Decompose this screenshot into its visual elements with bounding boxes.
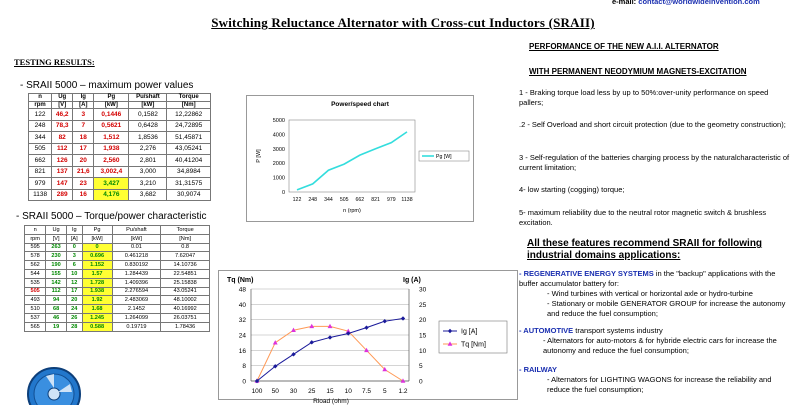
table2-caption: - SRAII 5000 – Torque/power characteristic <box>16 211 207 222</box>
legend-label-tq: Tq [Nm] <box>461 341 486 349</box>
table-cell: 12 <box>66 278 82 287</box>
x-tick-label: 1138 <box>401 197 413 203</box>
table-cell: 662 <box>29 155 52 167</box>
table-cell: 1,938 <box>94 143 129 155</box>
table-cell: 17 <box>73 143 94 155</box>
x-tick-label: 979 <box>386 197 396 203</box>
table-cell: 1.92 <box>82 296 112 305</box>
table-header-cell: Pg <box>82 226 112 235</box>
torque-power-table <box>24 225 210 332</box>
right-tick-label: 30 <box>419 286 427 294</box>
table-cell: 26.03751 <box>161 313 210 322</box>
left-tick-label: 16 <box>238 347 246 355</box>
table-row <box>25 252 210 261</box>
application-line: - Alternators for LIGHTING WAGONS for increase the reliability and reduce the fuel consumption; <box>547 375 772 394</box>
table-row <box>29 155 211 167</box>
table-cell: 1138 <box>29 189 52 201</box>
table-cell: 40,41204 <box>167 155 211 167</box>
table-cell: 510 <box>25 305 46 314</box>
power-speed-svg <box>247 96 473 221</box>
application-text: transport systems industry <box>573 326 663 335</box>
performance-item-4: 4- low starting (cogging) torque; <box>519 185 625 194</box>
table-cell: 78,3 <box>52 120 73 132</box>
table-cell: 155 <box>46 269 67 278</box>
table-cell: 1.938 <box>82 287 112 296</box>
application-line: - Stationary or mobile GENERATOR GROUP for increase the autonomy and reduce the fuel consumption; <box>547 299 786 318</box>
table-header-cell: Pu/shaft <box>112 226 161 235</box>
torque-current-svg <box>219 271 517 405</box>
table-cell: 3 <box>73 109 94 121</box>
table-row <box>25 278 210 287</box>
table-unit-cell: [V] <box>52 101 73 109</box>
table-cell: 0.01 <box>112 243 161 252</box>
table-cell: 14.10736 <box>161 261 210 270</box>
application-line: - Wind turbines with vertical or horizontal axle or hydro-turbine <box>547 289 753 298</box>
table-cell: 505 <box>29 143 52 155</box>
table-cell: 40.16992 <box>161 305 210 314</box>
table-cell: 43,05241 <box>167 143 211 155</box>
table-cell: 595 <box>25 243 46 252</box>
x-tick-label: 505 <box>339 197 349 203</box>
left-tick-label: 8 <box>242 363 246 371</box>
table-cell: 94 <box>46 296 67 305</box>
table-cell: 6 <box>66 261 82 270</box>
table-unit-cell: rpm <box>29 101 52 109</box>
table-cell: 0.696 <box>82 252 112 261</box>
left-tick-label: 0 <box>242 378 246 386</box>
y-tick-label: 2000 <box>272 161 285 168</box>
table-cell: 3 <box>66 252 82 261</box>
table-cell: 0,1446 <box>94 109 129 121</box>
table-cell: 43.05241 <box>161 287 210 296</box>
left-tick-label: 32 <box>238 317 246 325</box>
table-cell: 289 <box>52 189 73 201</box>
table-cell: 30,9074 <box>167 189 211 201</box>
max-power-table <box>28 93 211 201</box>
table-header-cell: Pg <box>94 94 129 102</box>
table-cell: 979 <box>29 178 52 190</box>
plot-area <box>289 120 415 192</box>
table-cell: 2.276594 <box>112 287 161 296</box>
table-cell: 0.19719 <box>112 322 161 331</box>
table-cell: 544 <box>25 269 46 278</box>
table-cell: 1.78436 <box>161 322 210 331</box>
table-cell: 0.588 <box>82 322 112 331</box>
x-tick-label: 344 <box>324 197 333 203</box>
table-cell: 248 <box>29 120 52 132</box>
table-unit-cell: [Nm] <box>167 101 211 109</box>
table-cell: 535 <box>25 278 46 287</box>
table-unit-cell: [V] <box>46 234 67 243</box>
ig-point <box>401 316 405 320</box>
table-row <box>25 296 210 305</box>
power-speed-chart <box>246 95 474 222</box>
testing-heading: TESTING RESULTS: <box>14 57 95 67</box>
x-tick-label: 821 <box>371 197 380 203</box>
right-axis-label: Ig (A) <box>403 277 421 284</box>
x-tick-label: 15 <box>326 388 334 395</box>
recommend-heading: All these features recommend SRAII for following industrial domains applications: <box>527 238 763 261</box>
table-cell: 1,8536 <box>129 132 167 144</box>
table-cell: 1,512 <box>94 132 129 144</box>
table-cell: 7 <box>73 120 94 132</box>
table-cell: 263 <box>46 243 67 252</box>
y-tick-label: 3000 <box>272 146 285 153</box>
performance-item-2: .2 - Self Overload and short circuit protection (due to the geometry construction); <box>519 120 786 129</box>
y-tick-label: 4000 <box>272 132 285 139</box>
right-tick-label: 5 <box>419 363 423 371</box>
table-row <box>29 109 211 121</box>
right-tick-label: 15 <box>419 332 427 340</box>
table-cell: 578 <box>25 252 46 261</box>
tq-point <box>273 340 278 344</box>
application-regenerative <box>519 269 793 319</box>
table-cell: 0,5621 <box>94 120 129 132</box>
application-railway <box>519 365 793 395</box>
table-cell: 2.1452 <box>112 305 161 314</box>
x-tick-label: 7.5 <box>361 388 372 395</box>
y-tick-label: 0 <box>281 190 285 196</box>
performance-item-3: 3 - Self-regulation of the batteries charging process by the naturalcharacteristic of current limitation; <box>519 153 790 172</box>
series-line-tq <box>257 326 403 381</box>
table-row <box>29 120 211 132</box>
table-unit-cell: [kW] <box>129 101 167 109</box>
y-axis-label: P [W] <box>256 149 262 163</box>
table-cell: 25.15838 <box>161 278 210 287</box>
tq-point <box>401 378 406 382</box>
ig-point <box>328 335 332 339</box>
table-cell: 28 <box>66 322 82 331</box>
magnets-heading: WITH PERMANENT NEODYMIUM MAGNETS-EXCITATION <box>529 67 747 76</box>
application-line: - Alternators for auto-motors & for hybride electric cars for increase the autonomy and reduce the fuel consumption; <box>543 336 777 355</box>
x-axis-label: Rload (ohm) <box>313 398 349 405</box>
table-cell: 230 <box>46 252 67 261</box>
table-cell: 34,8984 <box>167 166 211 178</box>
table-unit-cell: [kW] <box>82 234 112 243</box>
left-axis-label: Tq (Nm) <box>227 277 254 284</box>
application-label: - AUTOMOTIVE <box>519 326 574 335</box>
table-cell: 0 <box>66 243 82 252</box>
torque-current-chart <box>218 270 518 405</box>
table-cell: 68 <box>46 305 67 314</box>
ig-point <box>364 325 368 329</box>
table-cell: 3,210 <box>129 178 167 190</box>
chart-title: Power/speed chart <box>331 101 389 108</box>
table-unit-cell: [kW] <box>112 234 161 243</box>
table-cell: 1.68 <box>82 305 112 314</box>
table-row <box>29 143 211 155</box>
table-cell: 0,6428 <box>129 120 167 132</box>
table-row <box>25 261 210 270</box>
right-tick-label: 10 <box>419 347 427 355</box>
table-row <box>25 287 210 296</box>
table-header-cell: Ig <box>66 226 82 235</box>
table-cell: 31,31575 <box>167 178 211 190</box>
table-unit-cell: [Nm] <box>161 234 210 243</box>
y-tick-label: 1000 <box>272 175 285 182</box>
table-row <box>25 269 210 278</box>
table-cell: 24 <box>66 305 82 314</box>
application-automotive <box>519 326 793 356</box>
table-cell: 2,276 <box>129 143 167 155</box>
table-cell: 51,45871 <box>167 132 211 144</box>
x-tick-label: 248 <box>308 197 318 203</box>
table-row <box>25 313 210 322</box>
table-cell: 3,000 <box>129 166 167 178</box>
table-cell: 1.264099 <box>112 313 161 322</box>
table-row <box>29 132 211 144</box>
table-cell: 112 <box>46 287 67 296</box>
email-line <box>612 0 760 6</box>
y-tick-label: 5000 <box>272 118 285 124</box>
table-cell: 562 <box>25 261 46 270</box>
table-header-cell: n <box>25 226 46 235</box>
table-cell: 0.830192 <box>112 261 161 270</box>
application-label: - RAILWAY <box>519 365 558 374</box>
x-tick-label: 50 <box>271 388 279 395</box>
table-unit-cell: [A] <box>73 101 94 109</box>
table-cell: 142 <box>46 278 67 287</box>
email-link[interactable]: contact@worldwideinvention.com <box>638 0 760 6</box>
table-cell: 16 <box>73 189 94 201</box>
table-cell: 821 <box>29 166 52 178</box>
table-header-cell: Ig <box>73 94 94 102</box>
table-cell: 190 <box>46 261 67 270</box>
table-cell: 12,22862 <box>167 109 211 121</box>
x-tick-label: 100 <box>251 388 263 395</box>
table-cell: 10 <box>66 269 82 278</box>
table-cell: 46 <box>46 313 67 322</box>
table-cell: 2,801 <box>129 155 167 167</box>
page-title <box>0 15 806 31</box>
table1-caption: - SRAII 5000 – maximum power values <box>20 80 194 91</box>
table-cell: 19 <box>46 322 67 331</box>
table-cell: 20 <box>66 296 82 305</box>
table-cell: 17 <box>66 287 82 296</box>
table-cell: 344 <box>29 132 52 144</box>
application-label: - REGENERATIVE ENERGY SYSTEMS <box>519 269 654 278</box>
table-cell: 3,002,4 <box>94 166 129 178</box>
table-cell: 23 <box>73 178 94 190</box>
performance-item-1: 1 - Braking torque load less by up to 50%:over-unity performance on speed pallers; <box>519 88 769 107</box>
table-cell: 505 <box>25 287 46 296</box>
performance-item-5: 5- maximum reliability due to the neutral rotor magnetic switch & brushless excitation. <box>519 208 767 227</box>
page-title-text: Switching Reluctance Alternator with Cross-cut Inductors (SRAII) <box>211 15 595 30</box>
table-header-cell: Pu/shaft <box>129 94 167 102</box>
table-cell: 0.8 <box>161 243 210 252</box>
table-header-cell: Torque <box>167 94 211 102</box>
legend-label: Pg [W] <box>436 154 452 160</box>
table-cell: 137 <box>52 166 73 178</box>
x-tick-label: 5 <box>382 388 387 395</box>
table-cell: 4,176 <box>94 189 129 201</box>
table-cell: 537 <box>25 313 46 322</box>
table-cell: 126 <box>52 155 73 167</box>
table-unit-cell: [kW] <box>94 101 129 109</box>
table-cell: 493 <box>25 296 46 305</box>
table-cell: 122 <box>29 109 52 121</box>
table-header-cell: Ug <box>46 226 67 235</box>
x-tick-label: 25 <box>308 388 316 395</box>
table-cell: 22.54851 <box>161 269 210 278</box>
table-unit-cell: [A] <box>66 234 82 243</box>
left-tick-label: 40 <box>238 301 246 309</box>
table-cell: 1.152 <box>82 261 112 270</box>
legend-label-ig: Ig [A] <box>461 328 478 336</box>
x-tick-label: 30 <box>289 388 298 395</box>
table-cell: 0 <box>82 243 112 252</box>
right-tick-label: 20 <box>419 317 427 325</box>
x-tick-label: 122 <box>292 197 302 203</box>
left-tick-label: 24 <box>238 332 246 340</box>
table-cell: 82 <box>52 132 73 144</box>
fan-image <box>24 360 84 400</box>
x-tick-label: 1.2 <box>398 388 408 395</box>
application-text: in the "backup" applications with the buffer accumulator battery for: <box>519 269 776 288</box>
table-cell: 1.284439 <box>112 269 161 278</box>
table-row <box>29 178 211 190</box>
table-cell: 26 <box>66 313 82 322</box>
table-cell: 18 <box>73 132 94 144</box>
right-tick-label: 25 <box>419 301 427 309</box>
table-row <box>25 305 210 314</box>
table-cell: 565 <box>25 322 46 331</box>
table-cell: 21,6 <box>73 166 94 178</box>
table-cell: 3,682 <box>129 189 167 201</box>
table-cell: 2.483069 <box>112 296 161 305</box>
table-cell: 0,1582 <box>129 109 167 121</box>
x-tick-label: 662 <box>355 197 365 203</box>
table-cell: 24,72895 <box>167 120 211 132</box>
table-cell: 1.728 <box>82 278 112 287</box>
table-header-cell: n <box>29 94 52 102</box>
table-cell: 1.57 <box>82 269 112 278</box>
table-header-cell: Torque <box>161 226 210 235</box>
table-cell: 2,560 <box>94 155 129 167</box>
table-cell: 3,427 <box>94 178 129 190</box>
table-row <box>29 189 211 201</box>
table-cell: 20 <box>73 155 94 167</box>
table-cell: 112 <box>52 143 73 155</box>
table-header-cell: Ug <box>52 94 73 102</box>
table-row <box>25 322 210 331</box>
table-cell: 147 <box>52 178 73 190</box>
x-axis-label: n (rpm) <box>343 208 361 214</box>
table-row <box>25 243 210 252</box>
performance-heading: PERFORMANCE OF THE NEW A.I.I. ALTERNATOR <box>529 42 719 51</box>
x-tick-label: 10 <box>344 388 352 395</box>
table-cell: 7.62047 <box>161 252 210 261</box>
table-cell: 48.10002 <box>161 296 210 305</box>
right-tick-label: 0 <box>419 378 423 386</box>
table-cell: 1.245 <box>82 313 112 322</box>
table-cell: 0.461218 <box>112 252 161 261</box>
table-unit-cell: rpm <box>25 234 46 243</box>
left-tick-label: 48 <box>238 286 246 294</box>
table-row <box>29 166 211 178</box>
table-cell: 1.409396 <box>112 278 161 287</box>
table-cell: 46,2 <box>52 109 73 121</box>
email-label: e-mail: <box>612 0 637 6</box>
